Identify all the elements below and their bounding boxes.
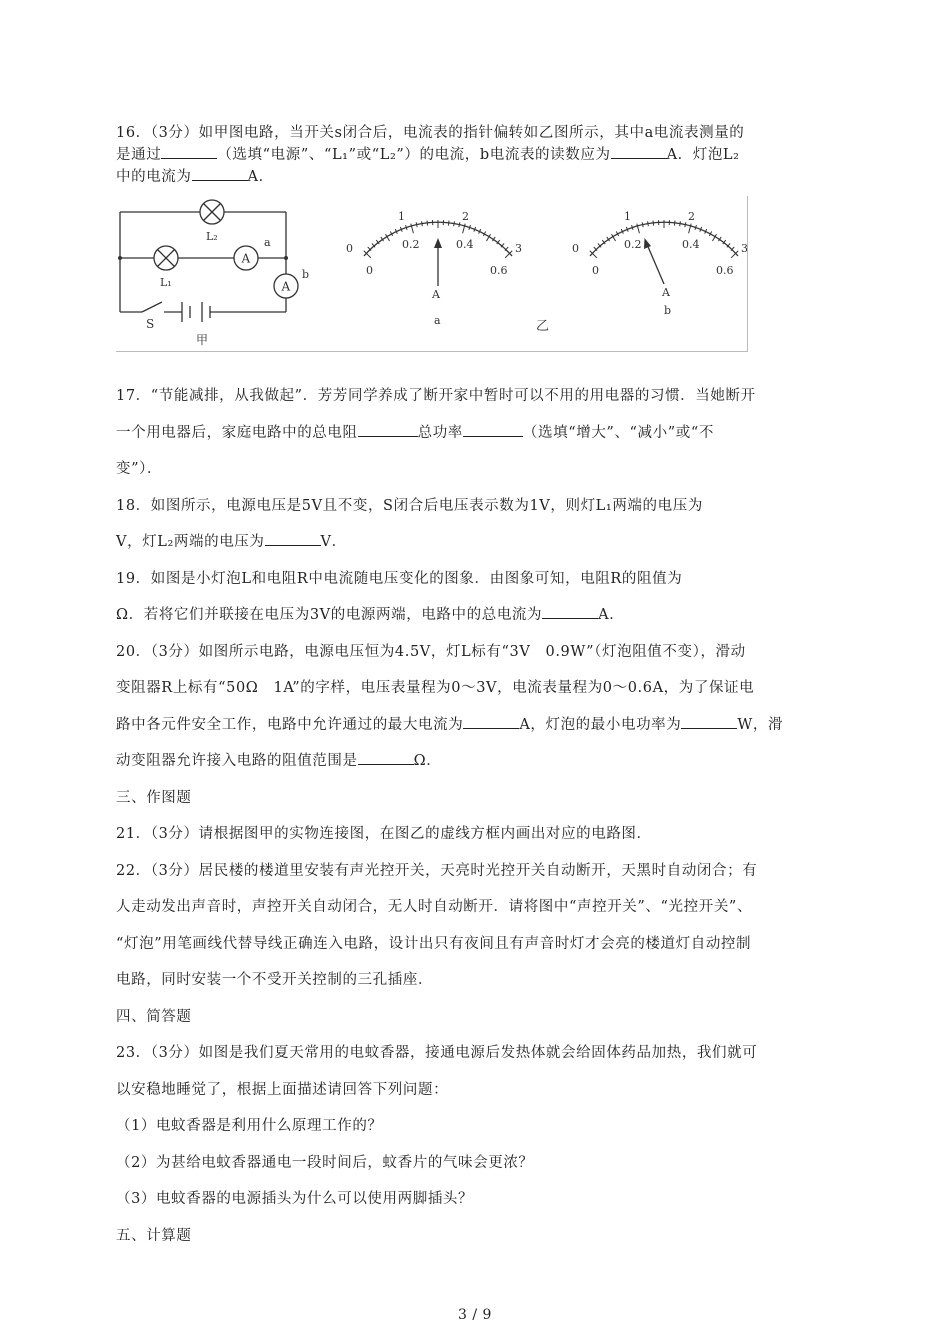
q20-text: W，滑 (737, 716, 784, 733)
q23-sub-1: （1）电蚊香器是利用什么原理工作的？ (116, 1118, 383, 1134)
junction-dot (284, 256, 288, 260)
q20-line-4 (116, 743, 836, 780)
q16-text: （选填“电源”、“L₁”或“L₂”）的电流，b电流表的读数应为 (217, 147, 611, 163)
scale-tick (648, 221, 649, 226)
meter-b (572, 210, 748, 317)
scale-tick (674, 221, 675, 226)
scale-tick (653, 221, 654, 226)
lamp-l2-label: L₂ (206, 230, 218, 243)
page-number: 3 / 9 (458, 1307, 492, 1323)
meter-a-bottom-tick: 0.4 (456, 238, 474, 251)
answer-blank[interactable] (542, 604, 598, 619)
scale-tick (459, 222, 460, 227)
meter-b-top-tick: 3 (741, 242, 748, 255)
answer-blank[interactable] (161, 144, 217, 159)
q16-line-2 (116, 144, 836, 166)
meter-b-needle-tip (644, 238, 651, 249)
q17-line-1: 17．“节能减排，从我做起”．芳芳同学养成了断开家中暂时可以不用的用电器的习惯．当她断开 (116, 388, 756, 404)
circuit-and-meters-svg (116, 196, 748, 352)
q16-text: 是通过 (116, 147, 162, 163)
meter-a-top-tick: 3 (515, 242, 522, 255)
meter-b-bottom-tick: 0.4 (682, 238, 700, 251)
q20-line-2: 变阻器R上标有“50Ω 1A”的字样，电压表量程为0～3V，电流表量程为0～0.6A，为了保证电 (116, 680, 755, 696)
scale-tick (422, 221, 423, 226)
switch-label: S (146, 317, 155, 331)
scale-tick (685, 222, 686, 227)
meter-a-top-tick: 2 (462, 210, 469, 223)
q23-sub-3: （3）电蚊香器的电源插头为什么可以使用两脚插头？ (116, 1191, 474, 1207)
answer-blank[interactable] (681, 714, 737, 729)
meter-a-bottom-tick: 0.6 (490, 264, 508, 277)
q20-text: A，灯泡的最小电功率为 (519, 716, 682, 733)
q16-line-1: 16．（3分）如甲图电路，当开关s闭合后，电流表的指针偏转如乙图所示，其中a电流表测量的 (116, 125, 745, 141)
answer-blank[interactable] (463, 714, 519, 729)
q18-line-2 (116, 524, 836, 561)
meter-b-top-tick: 0 (572, 242, 579, 255)
meter-a-bottom-tick: 0.2 (402, 238, 420, 251)
q17-text: 总功率 (417, 424, 463, 441)
meter-b-top-tick: 2 (688, 210, 695, 223)
q18-text: V，灯L₂两端的电压为 (116, 534, 265, 550)
questions-17-23 (116, 378, 836, 1254)
q18-line-1: 18．如图所示，电源电压是5V且不变，S闭合后电压表示数为1V，则灯L₁两端的电压为 (116, 497, 703, 514)
answer-blank[interactable] (192, 166, 248, 181)
meter-a-needle-tip (434, 238, 442, 248)
answer-blank[interactable] (358, 422, 418, 437)
scale-tick (642, 222, 643, 227)
q16-text: 中的电流为 (116, 169, 192, 185)
meter-a (346, 210, 522, 327)
q19-line-2 (116, 597, 836, 634)
q23-line-2: 以安稳地睡觉了，根据上面描述请回答下列问题： (116, 1081, 449, 1098)
q20-line-1: 20．（3分）如图所示电路，电源电压恒为4.5V，灯L标有“3V 0.9W”（灯泡阻值不变），滑动 (116, 643, 746, 660)
lamp-l2-icon (200, 200, 224, 224)
scale-tick (427, 221, 428, 226)
meter-b-bottom-tick: 0 (592, 264, 599, 277)
scale-tick (454, 221, 455, 226)
q22-line-2: 人走动发出声音时，声控开关自动闭合，无人时自动断开．请将图中“声控开关”、“光控开关”、 (116, 899, 753, 915)
lamp-l1-label: L₁ (160, 276, 172, 289)
answer-blank[interactable] (358, 750, 414, 765)
meter-a-label: a (434, 314, 441, 327)
q22-line-4: 电路，同时安装一个不受开关控制的三孔插座． (116, 972, 434, 988)
q19-text: Ω．若将它们并联接在电压为3V的电源两端，电路中的总电流为 (116, 607, 543, 623)
meter-b-bottom-tick: 0.6 (716, 264, 734, 277)
meter-a-pointer-symbol: A (432, 288, 440, 301)
ammeter-b-symbol: A (281, 279, 291, 294)
q16-text: A． (247, 169, 274, 185)
q19-text: A． (598, 607, 625, 623)
meter-b-bottom-tick: 0.2 (624, 238, 642, 251)
q17-text: 一个用电器后，家庭电路中的总电阻 (116, 424, 358, 441)
answer-blank[interactable] (611, 144, 667, 159)
junction-dot (118, 256, 122, 260)
q23-line-1: 23．（3分）如图是我们夏天常用的电蚊香器，接通电源后发热体就会给固体药品加热，我们就可 (116, 1045, 758, 1061)
answer-blank[interactable] (463, 422, 523, 437)
ammeter-a-symbol: A (241, 251, 251, 266)
q17-text: （选填“增大”、“减小”或“不 (522, 424, 714, 441)
meter-a-bottom-tick: 0 (366, 264, 373, 277)
meter-b-pointer-symbol: A (662, 286, 670, 299)
scale-tick (416, 222, 417, 227)
meter-b-label: b (664, 304, 672, 317)
q16-line-3 (116, 166, 836, 188)
circuit-caption: 甲 (196, 333, 209, 347)
q23-sub-2: （2）为甚给电蚊香器通电一段时间后，蚊香片的气味会更浓？ (116, 1154, 534, 1171)
lamp-l1-icon (154, 246, 178, 270)
q16-text: A．灯泡L₂ (666, 147, 740, 163)
answer-blank[interactable] (265, 531, 321, 546)
figure-caption-yi: 乙 (536, 319, 550, 334)
q20-line-3 (116, 707, 836, 744)
q22-line-1: 22．（3分）居民楼的楼道里安装有声光控开关，天亮时光控开关自动断开，天黑时自动闭合；有 (116, 862, 758, 879)
meter-b-needle (646, 242, 664, 284)
q20-text: 路中各元件安全工作，电路中允许通过的最大电流为 (116, 716, 464, 733)
q19-line-1: 19．如图是小灯泡L和电阻R中电流随电压变化的图象．由图象可知，电阻R的阻值为 (116, 570, 683, 587)
ammeter-a-label: a (264, 236, 271, 249)
section-3-heading: 三、作图题 (116, 789, 192, 806)
q22-line-3: “灯泡”用笔画线代替导线正确连入电路，设计出只有夜间且有声音时灯才会亮的楼道灯自动控制 (116, 935, 752, 952)
scale-tick (448, 221, 449, 226)
q16-figure (116, 196, 748, 352)
circuit-diagram (120, 212, 286, 322)
ammeter-b-label: b (302, 268, 310, 281)
question-16 (116, 122, 836, 188)
q18-text: V． (320, 534, 347, 550)
q20-text: Ω． (413, 753, 442, 769)
q17-line-3: 变”）． (116, 461, 163, 477)
q20-text: 动变阻器允许接入电路的阻值范围是 (116, 753, 358, 769)
section-4-heading: 四、简答题 (116, 1008, 192, 1025)
meter-a-top-tick: 1 (398, 210, 405, 223)
q21-line: 21．（3分）请根据图甲的实物连接图，在图乙的虚线方框内画出对应的电路图． (116, 826, 652, 842)
section-5-heading: 五、计算题 (116, 1227, 192, 1244)
meter-b-top-tick: 1 (624, 210, 631, 223)
scale-tick (680, 221, 681, 226)
meter-a-top-tick: 0 (346, 242, 353, 255)
q17-line-2 (116, 415, 836, 452)
